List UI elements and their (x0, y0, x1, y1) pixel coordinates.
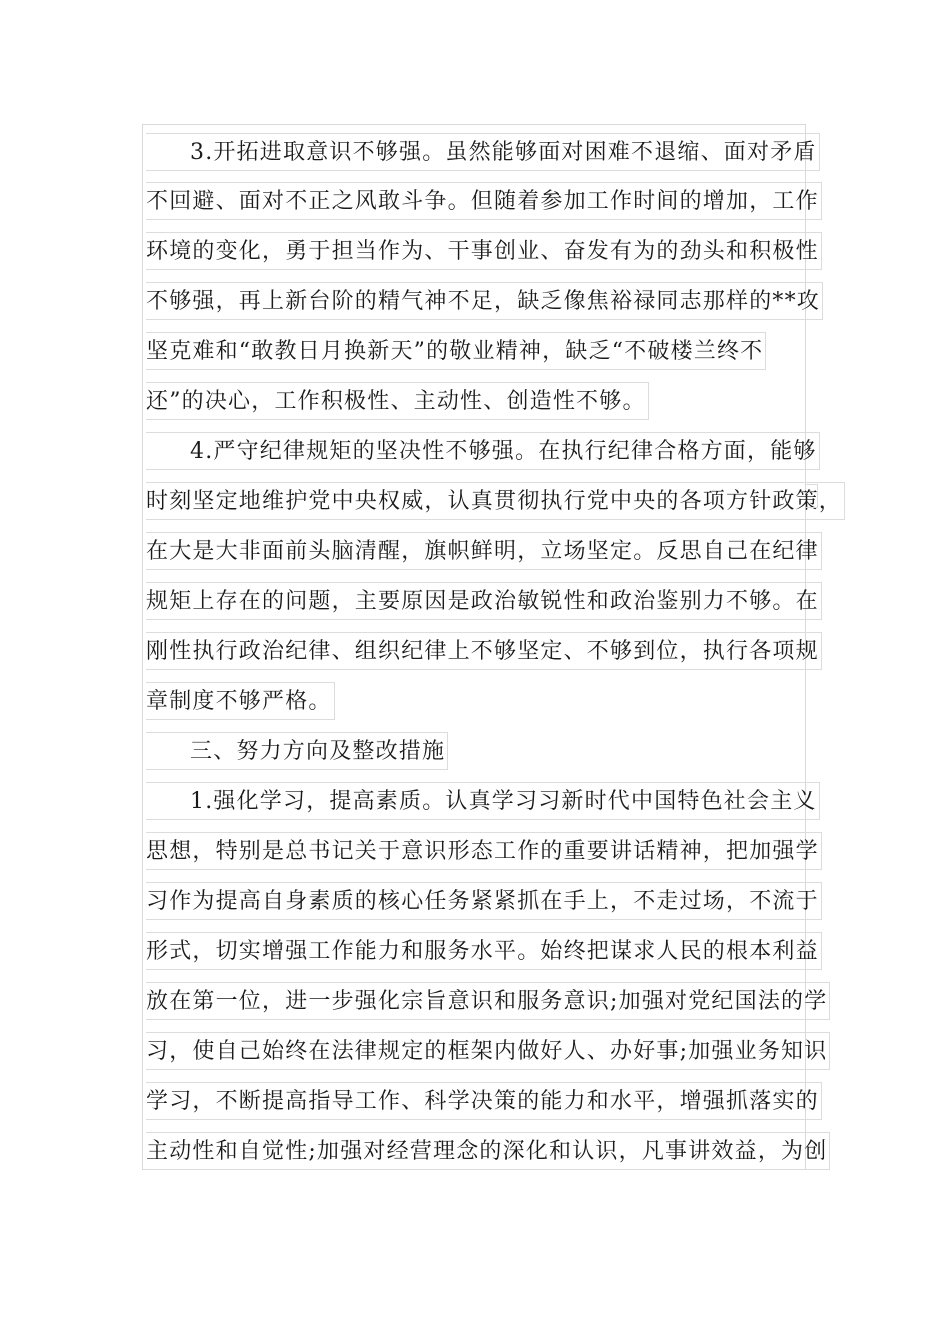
text-line: 学习，不断提高指导工作、科学决策的能力和水平，增强抓落实的 (146, 1082, 822, 1120)
text-line: 环境的变化，勇于担当作为、干事创业、奋发有为的劲头和积极性 (146, 232, 822, 270)
text-line: 习作为提高自身素质的核心任务紧紧抓在手上，不走过场，不流于 (146, 882, 822, 920)
line-overflow-marker (806, 484, 818, 508)
text-line: 不回避、面对不正之风敢斗争。但随着参加工作时间的增加，工作 (146, 182, 822, 220)
text-line: 4.严守纪律规矩的坚决性不够强。在执行纪律合格方面，能够 (146, 432, 820, 470)
text-line: 还”的决心，工作积极性、主动性、创造性不够。 (146, 382, 649, 420)
section-heading: 三、努力方向及整改措施 (146, 732, 448, 770)
text-line: 规矩上存在的问题，主要原因是政治敏锐性和政治鉴别力不够。在 (146, 582, 822, 620)
text-line: 1.强化学习，提高素质。认真学习习新时代中国特色社会主义 (146, 782, 820, 820)
text-line: 习，使自己始终在法律规定的框架内做好人、办好事;加强业务知识 (146, 1032, 830, 1070)
text-line: 主动性和自觉性;加强对经营理念的深化和认识，凡事讲效益，为创 (146, 1132, 830, 1170)
text-line: 时刻坚定地维护党中央权威，认真贯彻执行党中央的各项方针政策， (146, 482, 845, 520)
text-line: 坚克难和“敢教日月换新天”的敬业精神，缺乏“不破楼兰终不 (146, 332, 766, 370)
text-line: 在大是大非面前头脑清醒，旗帜鲜明，立场坚定。反思自己在纪律 (146, 532, 822, 570)
text-line: 不够强，再上新台阶的精气神不足，缺乏像焦裕禄同志那样的**攻 (146, 282, 823, 320)
text-line: 刚性执行政治纪律、组织纪律上不够坚定、不够到位，执行各项规 (146, 632, 822, 670)
text-line: 章制度不够严格。 (146, 682, 335, 720)
text-line: 思想，特别是总书记关于意识形态工作的重要讲话精神，把加强学 (146, 832, 822, 870)
text-line: 形式，切实增强工作能力和服务水平。始终把谋求人民的根本利益 (146, 932, 822, 970)
text-line: 放在第一位，进一步强化宗旨意识和服务意识;加强对党纪国法的学 (146, 982, 830, 1020)
text-line: 3.开拓进取意识不够强。虽然能够面对困难不退缩、面对矛盾 (146, 133, 820, 171)
